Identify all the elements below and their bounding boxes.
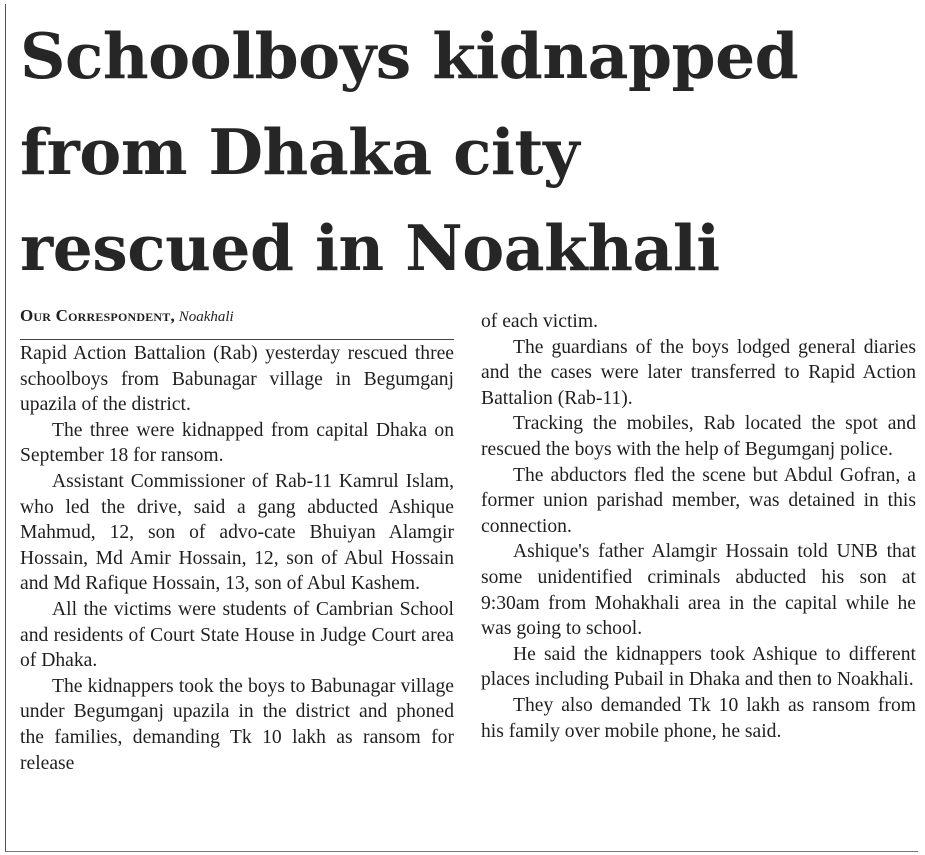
headline-line: from Dhaka city	[20, 115, 580, 189]
byline-location: Noakhali	[178, 309, 234, 325]
headline-line: Schoolboys kidnapped	[20, 19, 799, 93]
headline-line: rescued in Noakhali	[20, 211, 720, 285]
bottom-divider	[6, 851, 918, 852]
paragraph: The three were kidnapped from capital Dhaka on September 18 for ransom.	[20, 419, 454, 467]
article-column-right	[481, 309, 916, 744]
paragraph: The abductors fled the scene but Abdul Gofran, a former union parishad member, was detained in this connection.	[481, 464, 916, 537]
article-column-left	[20, 306, 454, 776]
paragraph: Ashique's father Alamgir Hossain told UNB that some unidentified criminals abducted his son at 9:30am from Mohakhali area in the capital while he was going to school.	[481, 541, 916, 640]
byline	[20, 306, 454, 327]
paragraph: of each victim.	[481, 311, 598, 332]
column-rule-left	[5, 4, 6, 852]
paragraph: Rapid Action Battalion (Rab) yesterday rescued three schoolboys from Babunagar village in Begumganj upazila of the district.	[20, 343, 454, 416]
paragraph: The guardians of the boys lodged general diaries and the cases were later transferred to Rapid Action Battalion (Rab-11).	[481, 336, 916, 409]
paragraph: The kidnappers took the boys to Babunagar village under Begumganj upazila in the district and phoned the families, demanding Tk 10 lakh as ransom for release	[20, 675, 454, 774]
paragraph: All the victims were students of Cambrian School and residents of Court State House in Judge Court area of Dhaka.	[20, 598, 454, 672]
paragraph: He said the kidnappers took Ashique to different places including Pubail in Dhaka and then to Noakhali.	[481, 643, 916, 691]
paragraphs-left	[20, 341, 454, 776]
paragraph: They also demanded Tk 10 lakh as ransom from his family over mobile phone, he said.	[481, 694, 916, 742]
paragraph: Tracking the mobiles, Rab located the spot and rescued the boys with the help of Begumganj police.	[481, 413, 916, 460]
paragraph: Assistant Commissioner of Rab-11 Kamrul Islam, who led the drive, said a gang abducted Ashique Mahmud, 12, son of advo-cate Bhuiyan Alamgir Hossain, Md Amir Hossain, 12, son of Abul Hossain and Md Rafique Hossain, 13, son of Abul Kashem.	[20, 470, 454, 595]
byline-author: Our Correspondent,	[20, 306, 175, 325]
headline	[20, 8, 920, 296]
byline-divider	[20, 339, 454, 340]
